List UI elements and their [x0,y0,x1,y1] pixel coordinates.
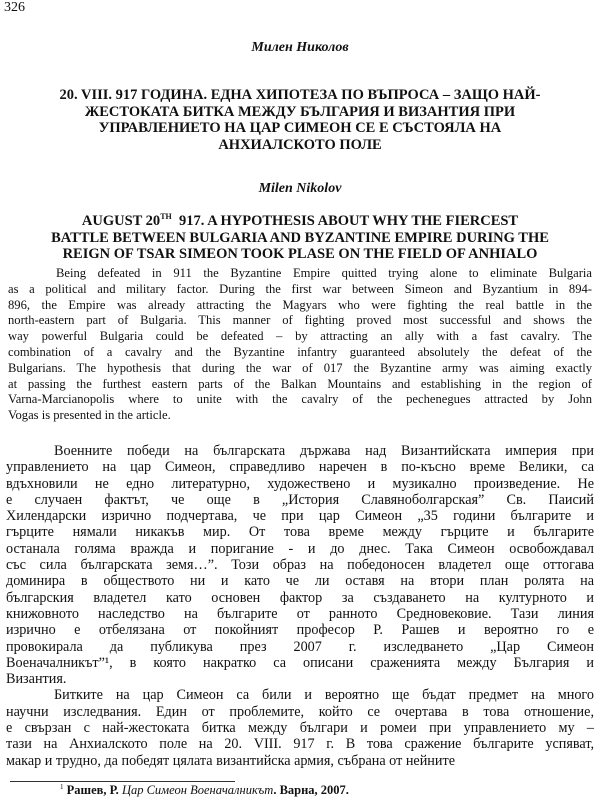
text-line: гърците нямали никакъв мир. От това време между гърците и българите [6,524,594,541]
footnote-divider [10,781,235,782]
text-line: тази на Анхиалското поле на 20. VIII. 917 г. В това сражение българите успяват, [6,736,594,753]
text-line: combination of a cavalry and the Byzantine infantry guaranteed absolutely the defeat of the [8,344,592,359]
title-line: АНХИАЛСКОТО ПОЛЕ [218,136,382,153]
footnote [60,783,349,798]
title-line: УПРАВЛЕНИЕТО НА ЦАР СИМЕОН СЕ Е СЪСТОЯЛА НА [98,120,502,136]
title-en [8,213,592,263]
text-line: as a political and military factor. During the first war between Simeon and Byzantium in 894- [8,281,592,296]
footnote-author: Рашев, Р. [66,783,119,797]
page-number: 326 [4,0,25,15]
text-line: книжовното наследство на българите от ранното Средновековие. Тази линия [6,605,594,622]
text-line: е случаен фактът, че още в „История Славяноболгарская” Св. Паисий [6,491,594,508]
text-line: Varna-Marcianopolis where to unite with the cavalry of the pechenegues attracted by John [8,392,592,407]
text-line: със сила българската земя…”. Този образ на победоносен владетел още оттогава [6,557,594,574]
footnote-place-year: . Варна, 2007. [273,783,349,797]
paragraph [6,443,594,687]
title-line: ЖЕСТОКАТА БИТКА МЕЖДУ БЪЛГАРИЯ И ВИЗАНТИЯ ПРИ [84,103,516,120]
title-line: BATTLE BETWEEN BULGARIA AND BYZANTINE EMPIRE DURING THE [51,229,549,246]
text-line: Bulgarians. The hypothesis that during the war of 017 the Byzantine army was aiming exactly [8,360,592,375]
title-line: 20. VIII. 917 ГОДИНА. ЕДНА ХИПОТЕЗА ПО ВЪПРОСА – ЗАЩО НАЙ- [59,87,541,103]
text-line: вдъхновили не едно литературно, художествено и музикално произведение. Не [6,475,594,492]
abstract [8,266,592,424]
text-line: макар и трудно, да победят цялата византийска армия, събрана от нейните [6,752,455,769]
text-line: управлението на цар Симеон, справедливо наречен в по-късно време Велики, са [6,459,594,476]
text-line: 896, the Empire was already attracting the Magyars who were fighting the real battle in the [8,297,592,312]
author-en: Milen Nikolov [258,181,342,196]
text-line: българския владетел като основен фактор за създаването на културното и [6,589,594,606]
title-line: REIGN OF TSAR SIMEON TOOK PLASE ON THE FIELD OF ANHIALO [62,246,538,262]
text-line: изрично е отбелязана от покойният професор Р. Рашев и вероятно го е [6,622,594,639]
text-line: north-eastern part of Bulgaria. This manner of fighting proved most successful and shows the [8,313,592,328]
footnote-title: Цар Симеон Военачалникът [121,783,274,797]
text-line: Being defeated in 911 the Byzantine Empire quitted trying alone to eliminate Bulgaria [56,266,592,280]
footnote-mark: 1 [60,782,64,791]
text-line: at passing the furthest eastern parts of the Balkan Mountains and establishing in the region of [8,376,592,391]
title-text: 917. A HYPOTHESIS ABOUT WHY THE FIERCEST [171,213,519,229]
text-line: доминира в обществото ни и като че ли оставя на втори план ролята на [6,573,594,590]
text-line: way powerful Bulgaria could be defeated – by attracting an ally with a fast cavalry. The [8,329,592,344]
superscript: TH [160,212,172,222]
text-line: провокирала да публикува през 2007 г. изследването „Цар Симеон [6,638,594,655]
text-line: Военачалникът”¹, в която накратко са описани сраженията между България и [6,654,594,671]
text-line: Хилендарски изрично подчертава, че при цар Симеон „35 години българите и [6,508,594,525]
body-text [6,443,594,769]
title-bg [8,87,592,153]
title-text: AUGUST 20 [81,213,161,229]
paragraph [6,687,594,768]
text-line: останала голяма вражда и поригание - и до днес. Така Симеон освобождавал [6,540,594,557]
text-line: Битките на цар Симеон са били и вероятно ще бъдат предмет на много [54,687,594,704]
text-line: научни изследвания. Един от проблемите, който се очертава в това отношение, [6,703,594,720]
author-bg: Милен Николов [251,40,349,55]
title-line [8,213,592,230]
text-line: Военните победи на българската държава над Византийската империя при [54,443,594,459]
text-line: е свързан с най-жестоката битка между българи и ромеи при управлението му – [6,720,594,737]
text-line: Византия. [6,671,67,688]
text-line: Vogas is presented in the article. [8,408,171,423]
